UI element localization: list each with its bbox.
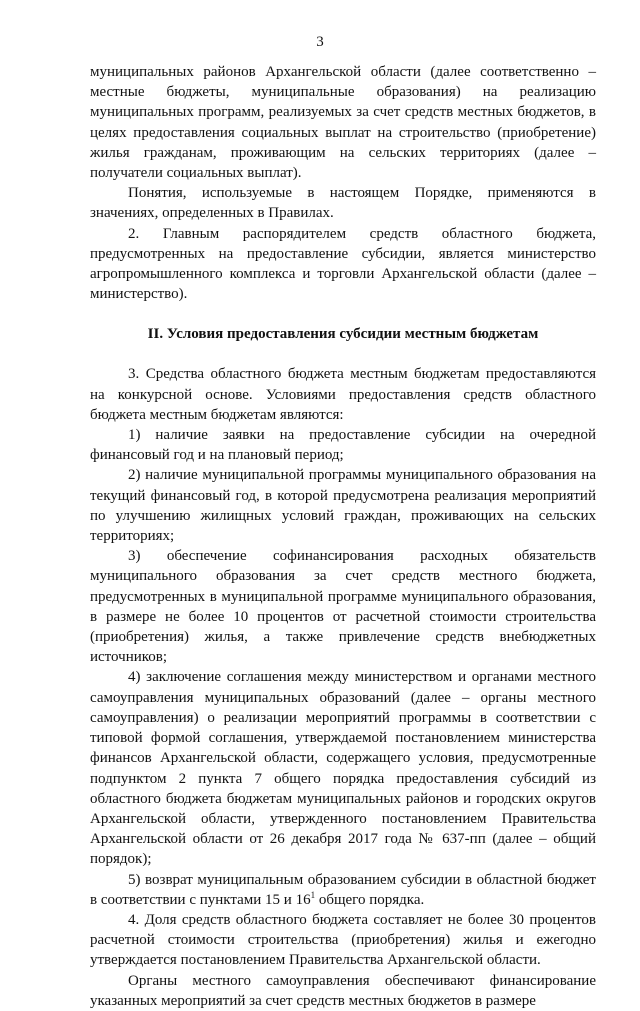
page-number: 3: [316, 34, 324, 50]
superscript: 1: [310, 889, 316, 900]
list-item: 1) наличие заявки на предоставление субсидии на очередной финансовый год и на плановый период;: [90, 427, 596, 464]
paragraph: 2. Главным распорядителем средств областного бюджета, предусмотренных на предоставление субсидии, является министерство агропромышленного комплекса и торговли Архангельской области (далее – министерство).: [90, 225, 596, 303]
list-item: [90, 870, 596, 910]
item-text: 5) возврат муниципальным образованием субсидии в областной бюджет в соответствии с пунктами 15 и 16: [90, 871, 596, 908]
paragraph: 4. Доля средств областного бюджета составляет не более 30 процентов расчетной стоимости строительства (приобретения) жилья и ежегодно утверждается постановлением Правительства Архангельской области.: [90, 911, 596, 969]
document-body: [90, 62, 596, 1011]
section-heading: II. Условия предоставления субсидии местным бюджетам: [147, 326, 539, 343]
paragraph: 3. Средства областного бюджета местным бюджетам предоставляются на конкурсной основе. Условиями предоставления средств областного бюджета местным бюджетам являются:: [90, 366, 596, 423]
item-text: общего порядка.: [315, 891, 425, 908]
list-item: 3) обеспечение софинансирования расходных обязательств муниципального образования за счет средств местного бюджета, предусмотренных в муниципальной программе муниципального образования, в размере не более 10 процентов от расчетной стоимости строительства (приобретения) жилья, а также привлечение средств внебюджетных источников;: [90, 548, 596, 666]
paragraph: Органы местного самоуправления обеспечивают финансирование указанных мероприятий за счет средств местных бюджетов в размере: [90, 972, 596, 1009]
paragraph: Понятия, используемые в настоящем Порядке, применяются в значениях, определенных в Правилах.: [90, 185, 596, 222]
list-item: 4) заключение соглашения между министерством и органами местного самоуправления муниципальных образований (далее – органы местного самоуправления) о реализации мероприятий программы в соответствии с типовой формой соглашения, утверждаемой постановлением министерства финансов Архангельской области, содержащего условия, предусмотренные подпунктом 2 пункта 7 общего порядка предоставления субсидий из областного бюджета бюджетам муниципальных районов и городских округов Архангельской области, утвержденного постановлением Правительства Архангельской области от 26 декабря 2017 года № 637-пп (далее – общий порядок);: [90, 669, 596, 868]
paragraph: муниципальных районов Архангельской области (далее соответственно – местные бюджеты, муниципальные образования) на реализацию муниципальных программ, реализуемых за счет средств местных бюджетов, в целях предоставления социальных выплат на строительство (приобретение) жилья гражданам, проживающим на сельских территориях (далее – получатели социальных выплат).: [90, 64, 596, 182]
list-item: 2) наличие муниципальной программы муниципального образования на текущий финансовый год, в которой предусмотрена реализация мероприятий по улучшению жилищных условий граждан, проживающих на сельских территориях;: [90, 467, 596, 545]
